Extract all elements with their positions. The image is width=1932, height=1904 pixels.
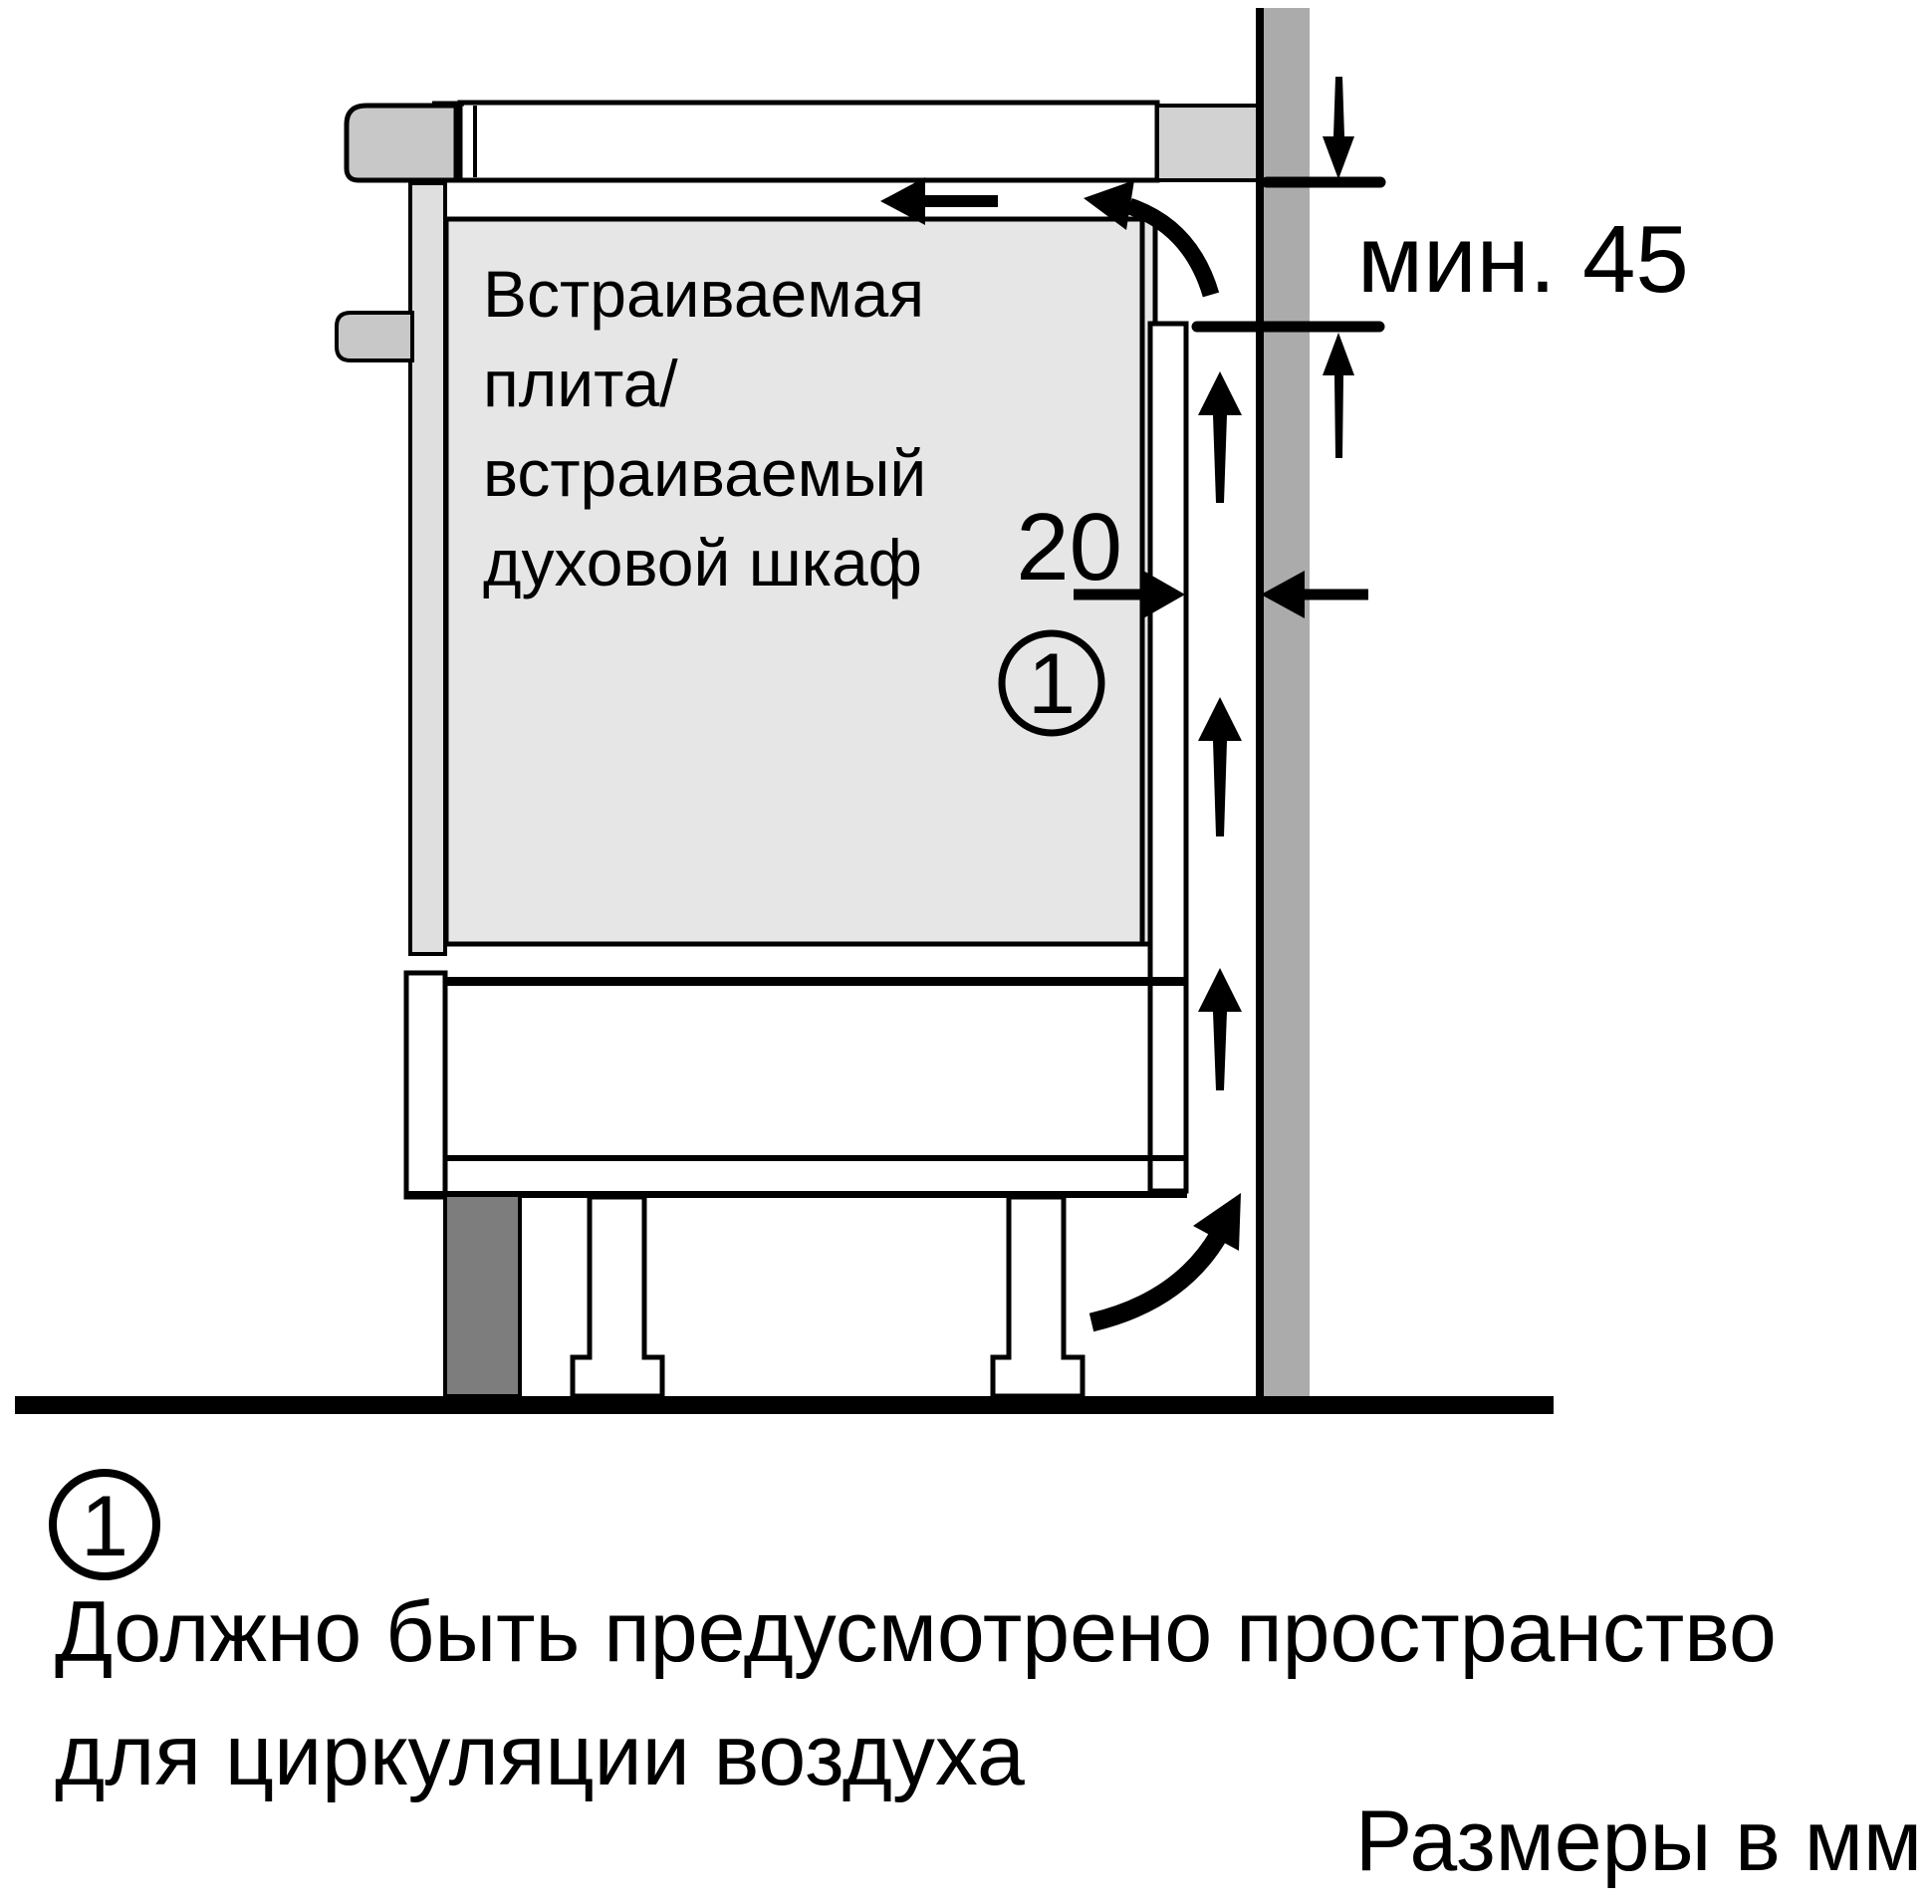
hob-front-trim: [347, 106, 456, 180]
appliance-label-line4: духовой шкаф: [483, 526, 922, 599]
wall-body: [1264, 8, 1310, 1396]
cabinet-bottom-line: [445, 1155, 1188, 1161]
floor-line: [15, 1396, 1554, 1414]
dimension-arrow-up-icon: [1323, 333, 1354, 458]
countertop: [460, 103, 1157, 180]
cabinet-shelf-line: [445, 977, 1188, 986]
dimension-arrow-down-icon: [1323, 77, 1354, 179]
legend-marker-circle: [53, 1473, 156, 1576]
countertop-filler: [1157, 106, 1258, 180]
wall-surface-line: [1256, 8, 1264, 1396]
wall: [1256, 8, 1310, 1396]
units-note: Размеры в мм: [1354, 1793, 1922, 1889]
airflow-arrow-up-icon: [1198, 697, 1242, 836]
appliance-label-line2: плита/: [483, 347, 678, 420]
plinth: [445, 1195, 520, 1396]
leg-left: [573, 1197, 662, 1396]
cabinet-front-panel: [406, 973, 445, 1197]
countertop-assembly: [347, 103, 1258, 180]
appliance-label-line3: встраиваемый: [483, 436, 927, 510]
marker-number: 1: [1028, 636, 1076, 732]
rear-vent-channel: [1150, 324, 1186, 1191]
legend-text-line1: Должно быть предусмотрено пространство: [55, 1584, 1777, 1680]
cabinet-front: [337, 183, 445, 1197]
appliance-label-line1: Встраиваемая: [483, 257, 925, 331]
airflow-arrow-up-icon: [1198, 371, 1242, 503]
leg-right: [993, 1197, 1083, 1396]
legend: [53, 1473, 1922, 1889]
airflow-curved-arrow-bottom-icon: [1091, 1193, 1241, 1322]
oven-door-handle: [337, 313, 412, 360]
legend-text-line2: для циркуляции воздуха: [55, 1708, 1025, 1803]
min-clearance-label: мин. 45: [1357, 206, 1689, 313]
legend-marker-number: 1: [81, 1479, 128, 1574]
airflow-arrow-up-icon: [1198, 968, 1242, 1090]
oven-door: [410, 183, 445, 954]
rear-gap-label: 20: [1016, 494, 1122, 600]
